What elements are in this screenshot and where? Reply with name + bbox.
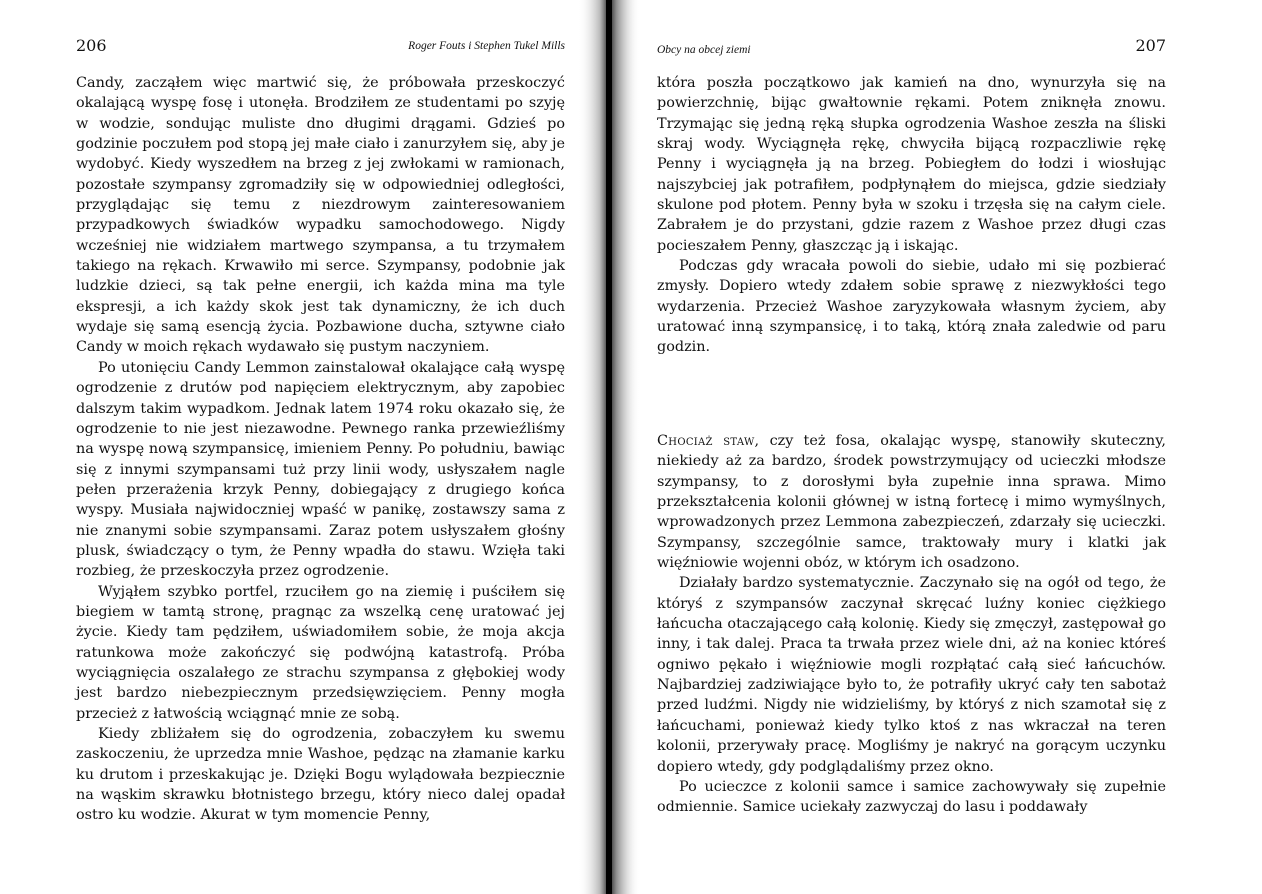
paragraph: Podczas gdy wracała powoli do siebie, udało mi się pozbierać zmysły. Dopiero wtedy zdałem sobie sprawę z niezwykłości tego wydarzenia. Przecież Washoe zaryzykowała własnym życiem, aby uratować inną szympansicę, i to taką, którą znała zaledwie od paru godzin. [657, 258, 1166, 356]
paragraph: Candy, zacząłem więc martwić się, że próbowała przeskoczyć okalającą wyspę fosę i utonęła. Brodziłem ze studentami po szyję w wodzie, sondując muliste dno długimi drągami. Gdzieś po godzinie poczułem pod stopą jej małe ciało i zanurzyłem się, aby je wydobyć. Kiedy wyszedłem na brzeg z jej zwłokami w ramionach, pozostałe szympansy zgromadziły się w odpowiedniej odległości, przyglądając się temu z niezdrowym zainteresowaniem przypadkowych świadków wypadku samochodowego. Nigdy wcześniej nie widziałem martwego szympansa, a tu trzymałem takiego na rękach. Krwawiło mi serce. Szympansy, podobnie jak ludzkie dzieci, są tak pełne energii, ich każda mina ma tyle ekspresji, a ich każdy skok jest tak dynamiczny, że ich duch wydaje się samą esencją życia. Pozbawione ducha, sztywne ciało Candy w moich rękach wydawało się pustym naczyniem. [76, 75, 565, 356]
right-page-number: 207 [1135, 36, 1166, 55]
paragraph: Po utonięciu Candy Lemmon zainstalował okalające całą wyspę ogrodzenie z drutów pod napięciem elektrycznym, aby zapobiec dalszym takim wypadkom. Jednak latem 1974 roku okazało się, że ogrodzenie to nie jest niezawodne. Pewnego ranka przewieźliśmy na wyspę nową szympansicę, imieniem Penny. Po południu, bawiąc się z innymi szympansami tuż przy linii wody, usłyszałem nagle pełen przerażenia krzyk Penny, dobiegający z drugiego końca wyspy. Musiała najwidoczniej wpaść w panikę, zostawszy sama z nie znanymi sobie szympansami. Zaraz potem usłyszałem głośny plusk, świadczący o tym, że Penny wpadła do stawu. Wzięła taki rozbieg, że przeskoczyła przez ogrodzenie. [76, 359, 565, 580]
section-lead: Chociaż staw, [657, 433, 760, 449]
right-page [640, 0, 1262, 894]
paragraph: która poszła początkowo jak kamień na dno, wynurzyła się na powierzchnię, bijąc gwałtownie rękami. Potem zniknęła znowu. Trzymając się jedną ręką słupka ogrodzenia Washoe zeszła na śliski skraj wody. Wyciągnęła rękę, chwyciła bijącą rozpaczliwie rękę Penny i wyciągnęła ją na brzeg. Pobiegłem do łodzi i wiosłując najszybciej jak potrafiłem, podpłynąłem do miejsca, gdzie siedziały skulone pod płotem. Penny była w szoku i trzęsła się na całym ciele. Zabrałem je do przystani, gdzie razem z Washoe przez długi czas pocieszałem Penny, głaszcząc ją i iskając. [657, 75, 1166, 254]
right-running-title: Obcy na obcej ziemi [657, 44, 751, 56]
left-running-title: Roger Fouts i Stephen Tukel Mills [408, 40, 565, 52]
left-page [0, 0, 612, 894]
paragraph: Działały bardzo systematycznie. Zaczynało się na ogół od tego, że któryś z szympansów zaczynał skręcać luźny koniec ciężkiego łańcucha otaczającego całą kolonię. Kiedy się zmęczył, zastępował go inny, i tak dalej. Praca ta trwała przez wiele dni, aż na koniec któreś ogniwo pękało i więźniowie mogli rozpłątać całą sieć łańcuchów. Najbardziej zadziwiające było to, że potrafiły ukryć cały ten sabotaż przed ludźmi. Nigdy nie widzieliśmy, by któryś z nich szamotał się z łańcuchami, ponieważ kiedy tylko ktoś z nas wkraczał na teren kolonii, przerywały pracę. Mogliśmy je nakryć na gorącym uczynku dopiero wtedy, gdy podglądaliśmy przez okno. [657, 575, 1166, 775]
right-body-text [657, 73, 1166, 358]
paragraph: Kiedy zbliżałem się do ogrodzenia, zobaczyłem ku swemu zaskoczeniu, że uprzedza mnie Washoe, pędząc na złamanie karku ku drutom i przeskakując je. Dzięki Bogu wylądowała bezpiecznie na wąskim skrawku błotnistego brzegu, który nieco dalej opadał ostro ku wodzie. Akurat w tym momencie Penny, [76, 726, 565, 824]
left-page-number: 206 [76, 36, 107, 55]
right-section-text [657, 431, 1166, 818]
paragraph: Po ucieczce z kolonii samce i samice zachowywały się zupełnie odmiennie. Samice uciekały zazwyczaj do lasu i poddawały [657, 778, 1166, 816]
paragraph: Wyjąłem szybko portfel, rzuciłem go na ziemię i puściłem się biegiem w tamtą stronę, pragnąc za wszelką cenę uratować jej życie. Kiedy tam pędziłem, uświadomiłem sobie, że moja akcja ratunkowa może zakończyć się podwójną katastrofą. Próba wyciągnięcia oszalałego ze strachu szympansa z głębokiej wody jest bardzo niebezpiecznym przedsięwzięciem. Penny mogła przecież z łatwością wciągnąć mnie ze sobą. [76, 583, 565, 722]
book-gutter-shadow [578, 0, 640, 894]
left-body-text [76, 73, 565, 826]
section-paragraph-text: czy też fosa, okalając wyspę, stanowiły skuteczny, niekiedy aż za bardzo, środek powstrzymujący od ucieczki młodsze szympansy, to z dorosłymi była zupełnie inna sprawa. Mimo przekształcenia kolonii głównej w istną fortecę i mimo wymyślnych, wprowadzonych przez Lemmona zabezpieczeń, zdarzały się ucieczki. Szympansy, szczególnie samce, traktowały mury i klatki jak więźniowie wojenni obóz, w którym ich osadzono. [657, 433, 1166, 572]
section-paragraph [657, 431, 1166, 573]
